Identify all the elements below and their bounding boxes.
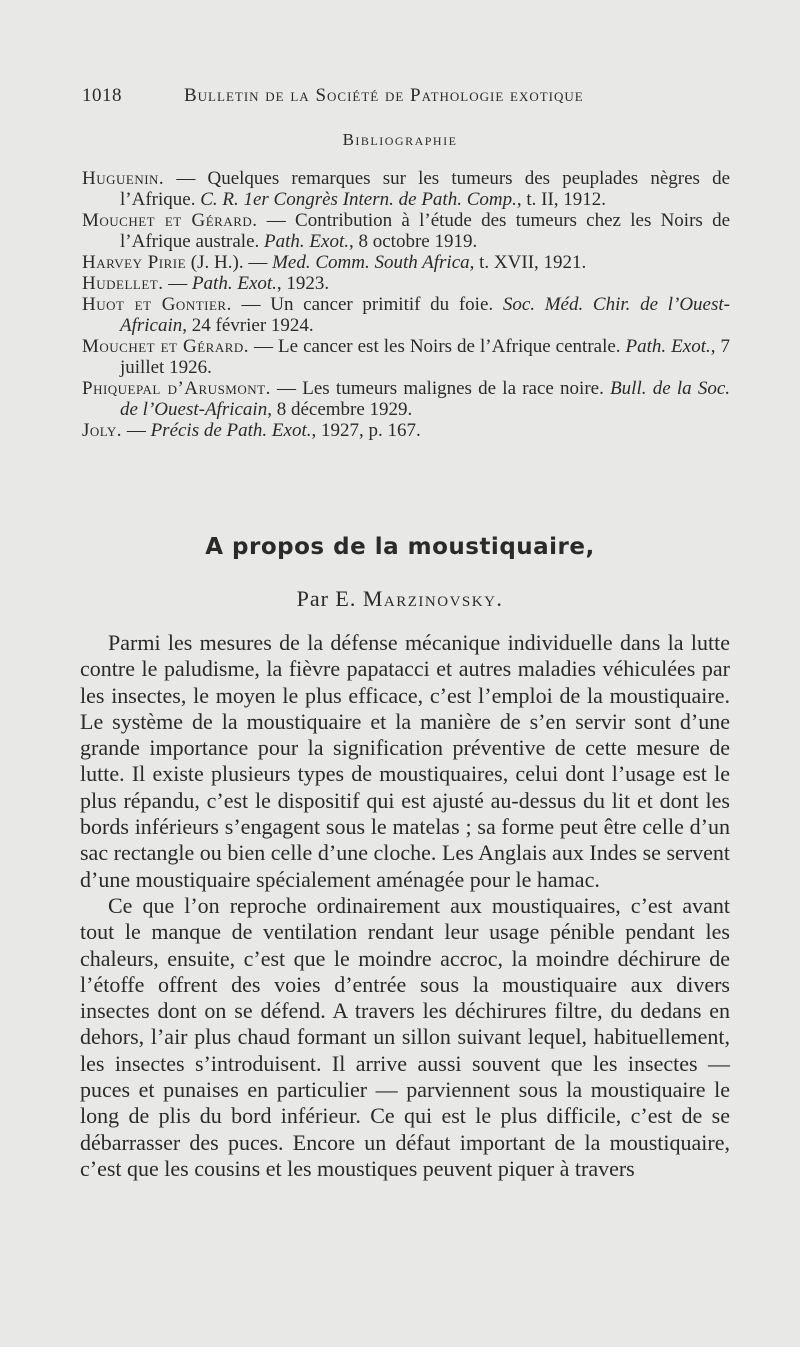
byline-prefix: Par E.: [296, 586, 363, 611]
entry-author: Mouchet et Gérard.: [82, 210, 258, 231]
entry-author: Joly.: [82, 420, 123, 441]
entry-author: Huot et Gontier.: [82, 294, 232, 315]
bibliography-entry: [82, 168, 730, 210]
entry-author: Hudellet.: [82, 273, 164, 294]
entry-source: Path. Exot.: [191, 273, 277, 294]
article-byline: [0, 586, 800, 612]
entry-details: , t. II, 1912.: [516, 189, 607, 210]
bibliography-heading: Bibliographie: [342, 130, 458, 149]
entry-source: C. R. 1er Congrès Intern. de Path. Comp.: [200, 189, 517, 210]
entry-author: Phiquepal d’Arusmont.: [82, 378, 271, 399]
bibliography-entry: [82, 273, 730, 294]
entry-text: (J. H.). —: [186, 252, 273, 273]
body-paragraph: Parmi les mesures de la défense mécanique individuelle dans la lutte contre le paludisme, la fièvre papatacci et autres maladies véhiculées par les insectes, le moyen le plus efficace, c’est l’emploi de la moustiquaire. Le système de la moustiquaire et la manière de s’en servir sont d’une grande importance pour la signification préventive de cette mesure de lutte. Il existe plusieurs types de moustiquaires, celui dont l’usage est le plus répandu, c’est le dispositif qui est ajusté au-dessus du lit et dont les bords inférieurs s’engagent sous le matelas ; sa forme peut être celle d’un sac rectangle ou bien celle d’une cloche. Les Anglais aux Indes se servent d’une moustiquaire spécialement aménagée pour le hamac.: [80, 630, 730, 892]
bibliography-entry: [82, 336, 730, 378]
entry-source: Path. Exot.: [625, 336, 711, 357]
article-body: [80, 630, 730, 1182]
entry-details: , 24 février 1924.: [182, 315, 314, 336]
entry-source: Précis de Path. Exot.: [150, 420, 312, 441]
entry-text: — Contribution à l’étude des tumeurs chez les Noirs de l’Afrique australe.: [120, 210, 730, 252]
article-title: A propos de la moustiquaire,: [205, 534, 595, 560]
byline-author: Marzinovsky.: [362, 586, 504, 611]
page-header: [82, 85, 732, 115]
entry-details: , 1927, p. 167.: [311, 420, 421, 441]
entry-text: —: [122, 420, 151, 441]
entry-text: — Les tumeurs malignes de la race noire.: [270, 378, 611, 399]
entry-source: Bull. de la Soc. de l’Ouest-Africain: [120, 378, 731, 420]
bibliography-list: [82, 168, 730, 441]
entry-text: —: [163, 273, 192, 294]
entry-text: — Quelques remarques sur les tumeurs des peuplades nègres de l’Afrique.: [120, 168, 730, 210]
entry-details: , t. XVII, 1921.: [469, 252, 587, 273]
entry-text: — Un cancer primitif du foie.: [231, 294, 503, 315]
bibliography-entry: [82, 420, 730, 441]
entry-details: , 8 octobre 1919.: [348, 231, 478, 252]
entry-details: , 1923.: [276, 273, 330, 294]
bibliography-entry: [82, 294, 730, 336]
entry-text: — Le cancer est les Noirs de l’Afrique centrale.: [249, 336, 626, 357]
entry-author: Mouchet et Gérard.: [82, 336, 250, 357]
page-number: 1018: [82, 85, 122, 106]
bibliography-entry: [82, 378, 730, 420]
body-paragraph: Ce que l’on reproche ordinairement aux moustiquaires, c’est avant tout le manque de ventilation rendant leur usage pénible pendant les chaleurs, ensuite, c’est que le moindre accroc, la moindre déchirure de l’étoffe offrent des voies d’entrée sous la moustiquaire aux divers insectes dont on se défend. A travers les déchirures filtre, du dedans en dehors, l’air plus chaud formant un sillon suivant lequel, habituellement, les insectes s’introduisent. Il arrive aussi souvent que les insectes — puces et punaises en particulier — parviennent sous la moustiquaire le long de plis du bord inférieur. Ce qui est le plus difficile, c’est de se débarrasser des puces. Encore un défaut important de la moustiquaire, c’est que les cousins et les moustiques peuvent piquer à travers: [80, 892, 730, 1181]
entry-source: Soc. Méd. Chir. de l’Ouest-Africain: [120, 294, 730, 336]
entry-details: , 7 juillet 1926.: [120, 336, 730, 378]
entry-source: Path. Exot.: [264, 231, 349, 252]
entry-source: Med. Comm. South Africa: [272, 252, 470, 273]
entry-author: Harvey Pirie: [82, 252, 187, 273]
entry-author: Huguenin.: [82, 168, 165, 189]
bibliography-entry: [82, 210, 730, 252]
bibliography-entry: [82, 252, 730, 273]
entry-details: , 8 décembre 1929.: [267, 399, 413, 420]
running-title: Bulletin de la Société de Pathologie exotique: [184, 85, 584, 106]
